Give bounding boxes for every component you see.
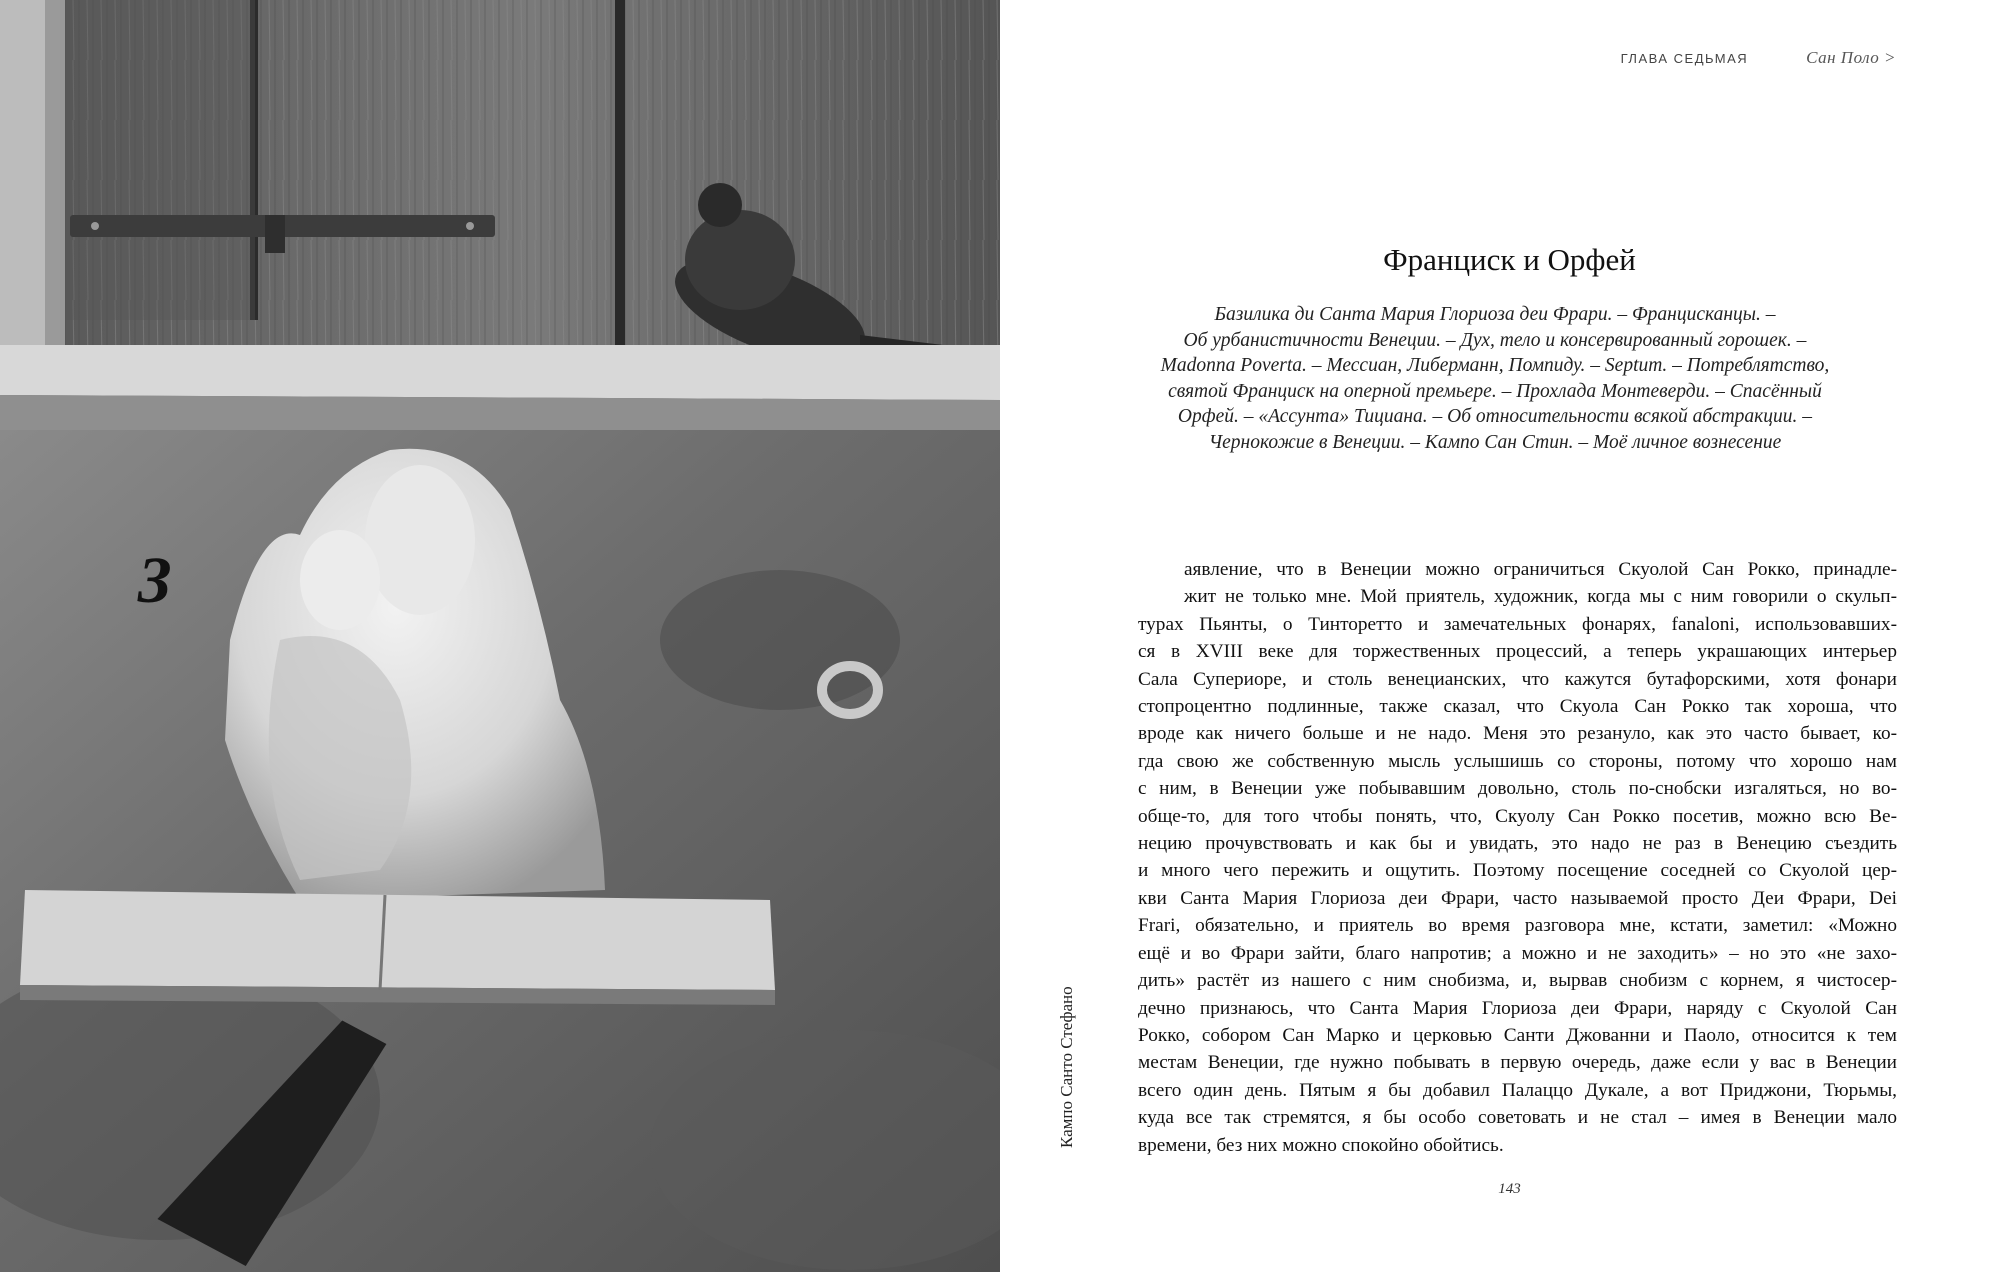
chapter-label: ГЛАВА СЕДЬМАЯ — [1620, 51, 1749, 66]
body-line: вроде как ничего больше и не надо. Меня это резануло, как это часто бывает, ко- — [1138, 723, 1897, 745]
body-line: кви Санта Мария Глориоза деи Фрари, часто называемой просто Деи Фрари, Dei — [1138, 887, 1897, 909]
body-line: аявление, что в Венеции можно ограничиться Скуолой Сан Рокко, принадле- — [1184, 559, 1897, 580]
photo-caption: Кампо Санто Стефано — [1057, 986, 1076, 1148]
body-line: местам Венеции, где нужно побывать в первую очередь, даже если у вас в Венеции — [1138, 1052, 1897, 1074]
running-head — [1621, 48, 1896, 68]
body-line: Frari, обязательно, и приятель во время разговора мне, кстати, заметил: «Можно — [1138, 915, 1897, 937]
chapter-epigraph — [1135, 302, 1855, 455]
body-line: стопроцентно подлинные, также сказал, что Скуола Сан Рокко так хороша, что — [1138, 696, 1897, 718]
body-line: обще-то, для того чтобы понять, что, Скуолу Сан Рокко посетив, можно всю Ве- — [1138, 805, 1897, 827]
epigraph-line: Орфей. – «Ассунта» Тициана. – Об относительности всякой абстракции. – — [1177, 406, 1813, 427]
body-line: ся в XVIII веке для торжественных процессий, а теперь украшающих интерьер — [1138, 641, 1897, 663]
body-paragraph — [1138, 556, 1897, 1159]
drop-cap: З — [138, 544, 172, 617]
epigraph-line: Чернокожие в Венеции. – Кампо Сан Стин. – Моё личное вознесение — [1208, 431, 1782, 453]
section-link[interactable]: Сан Поло > — [1806, 48, 1896, 67]
body-line: дечно признаюсь, что Санта Мария Глориоза деи Фрари, наряду с Скуолой Сан — [1138, 997, 1897, 1019]
epigraph-line: Об урбанистичности Венеции. – Дух, тело и консервированный горошек. – — [1183, 329, 1807, 351]
body-line: куда все так стремятся, я бы особо советовать и не стал – имея в Венеции мало — [1138, 1107, 1897, 1129]
body-line: с ним, в Венеции уже побывавшим довольно, столь по-снобски изгаляться, но во- — [1138, 778, 1897, 800]
body-line: гда свою же собственную мысль услышишь со стороны, потому что хорошо нам — [1138, 750, 1897, 772]
body-line: нецию прочувствовать и как бы и увидать, это надо не раз в Венецию съездить — [1138, 833, 1897, 855]
page-number: 143 — [1498, 1181, 1521, 1197]
epigraph-line: святой Франциск на оперной премьере. – Прохлада Монтеверди. – Спасённый — [1168, 380, 1822, 402]
body-line: и много чего пережить и ощутить. Поэтому посещение соседней со Скуолой цер- — [1138, 860, 1897, 882]
body-line: дить» растёт из нашего с ним снобизма, и, вырвав снобизм с корнем, я чистосер- — [1138, 970, 1897, 992]
body-line: Сала Супериоре, и столь венецианских, что кажутся бутафорскими, хотя фонари — [1138, 668, 1897, 690]
epigraph-line: Базилика ди Санта Мария Глориоза деи Фрари. – Францисканцы. – — [1214, 304, 1776, 325]
body-line: жит не только мне. Мой приятель, художник, когда мы с ним говорили о скульп- — [1184, 586, 1897, 608]
epigraph-line: Madonna Poverta. – Мессиан, Либерманн, Помпиду. – Septum. – Потреблятство, — [1160, 355, 1830, 376]
body-line: всего один день. Пятым я бы добавил Палаццо Дукале, а вот Приджони, Тюрьмы, — [1138, 1079, 1897, 1101]
body-line: турах Пьянты, о Тинторетто и замечательных фонарях, fanaloni, использовавших- — [1138, 613, 1897, 635]
chapter-title: Франциск и Орфей — [1383, 242, 1636, 277]
body-line: времени, без них можно спокойно обойтись. — [1138, 1134, 1504, 1156]
body-line: ещё и во Фрари зайти, благо напротив; а можно и не заходить» – но это «не захо- — [1138, 942, 1897, 964]
body-line: Рокко, собором Сан Марко и церковью Санти Джованни и Паоло, относится к тем — [1138, 1024, 1897, 1046]
